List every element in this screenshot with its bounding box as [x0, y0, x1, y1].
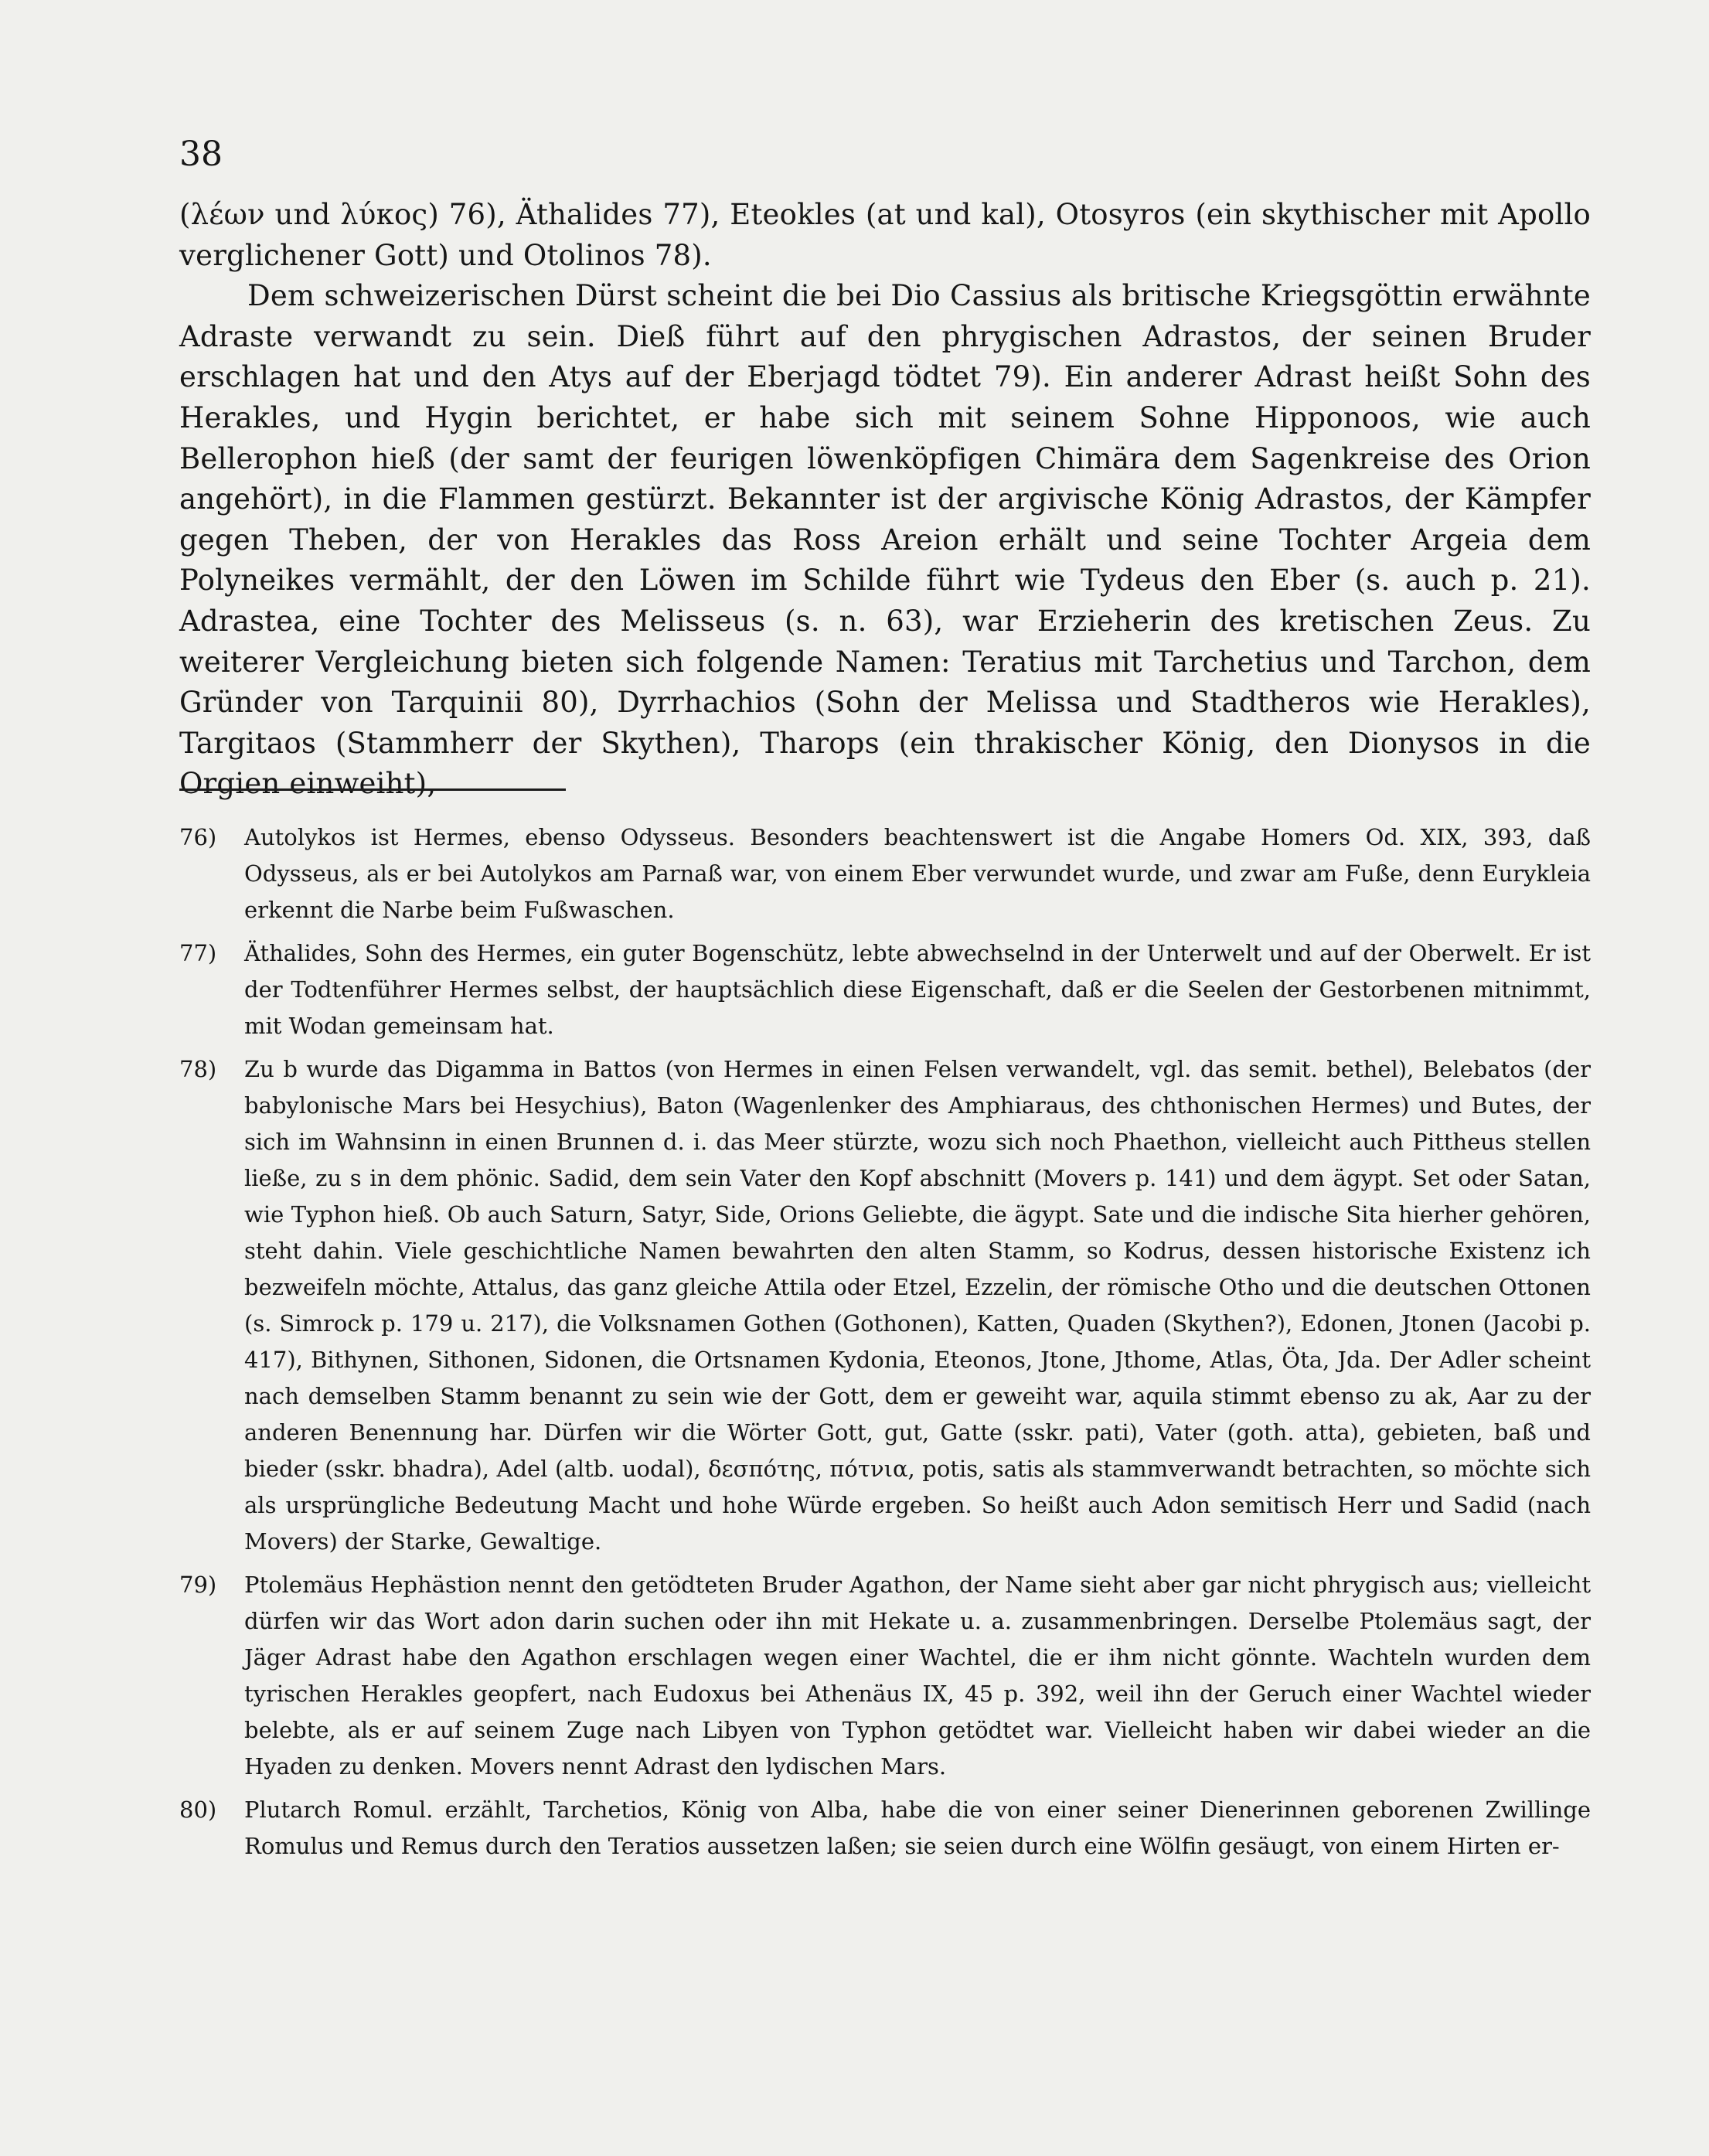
- footnote: [179, 819, 1591, 928]
- footnote-number: 78): [179, 1056, 217, 1082]
- footnote: [179, 1051, 1591, 1560]
- footnote: [179, 1567, 1591, 1785]
- footnote: [179, 1792, 1591, 1865]
- body-text: [179, 195, 1591, 805]
- paragraph: (λέων und λύκος) 76), Äthalides 77), Eteokles (at und kal), Otosyros (ein skythischer mit Apollo verglichener Gott) und Otolinos 78).: [179, 198, 1591, 272]
- footnote-number: 80): [179, 1797, 217, 1823]
- footnote-text: Äthalides, Sohn des Hermes, ein guter Bogenschütz, lebte abwechselnd in der Unterwelt und auf der Oberwelt. Er ist der Todtenführer Hermes selbst, der hauptsächlich diese Eigenschaft, daß er die Seelen der Gestorbenen mitnimmt, mit Wodan gemeinsam hat.: [244, 940, 1591, 1039]
- footnote-number: 76): [179, 824, 217, 850]
- paragraph: Dem schweizerischen Dürst scheint die bei Dio Cassius als britische Kriegsgöttin erwähnte Adraste verwandt zu sein. Dieß führt auf den phrygischen Adrastos, der seinen Bruder erschlagen hat und den Atys auf der Eberjagd tödtet 79). Ein anderer Adrast heißt Sohn des Herakles, und Hygin berichtet, er habe sich mit seinem Sohne Hipponoos, wie auch Bellerophon hieß (der samt der feurigen löwenköpfigen Chimära dem Sagenkreise des Orion angehört), in die Flammen gestürzt. Bekannter ist der argivische König Adrastos, der Kämpfer gegen Theben, der von Herakles das Ross Areion erhält und seine Tochter Argeia dem Polyneikes vermählt, der den Löwen im Schilde führt wie Tydeus den Eber (s. auch p. 21). Adrastea, eine Tochter des Melisseus (s. n. 63), war Erzieherin des kretischen Zeus. Zu weiterer Vergleichung bieten sich folgende Namen: Teratius mit Tarchetius und Tarchon, dem Gründer von Tarquinii 80), Dyrrhachios (Sohn der Melissa und Stadtheros wie Herakles), Targitaos (Stammherr der Skythen), Tharops (ein thrakischer König, den Dionysos in die Orgien einweiht),: [179, 279, 1591, 801]
- footnote: [179, 935, 1591, 1044]
- footnote-text: Zu b wurde das Digamma in Battos (von Hermes in einen Felsen verwandelt, vgl. das semit. bethel), Belebatos (der babylonische Mars bei Hesychius), Baton (Wagenlenker des Amphiaraus, des chthonischen Hermes) und Butes, der sich im Wahnsinn in einen Brunnen d. i. das Meer stürzte, wozu sich noch Phaethon, vielleicht auch Pittheus stellen ließe, zu s in dem phönic. Sadid, dem sein Vater den Kopf abschnitt (Movers p. 141) und dem ägypt. Set oder Satan, wie Typhon hieß. Ob auch Saturn, Satyr, Side, Orions Geliebte, die ägypt. Sate und die indische Sita hierher gehören, steht dahin. Viele geschichtliche Namen bewahrten den alten Stamm, so Kodrus, dessen historische Existenz ich bezweifeln möchte, Attalus, das ganz gleiche Attila oder Etzel, Ezzelin, der römische Otho und die deutschen Ottonen (s. Simrock p. 179 u. 217), die Volksnamen Gothen (Gothonen), Katten, Quaden (Skythen?), Edonen, Jtonen (Jacobi p. 417), Bithynen, Sithonen, Sidonen, die Ortsnamen Kydonia, Eteonos, Jtone, Jthome, Atlas, Öta, Jda. Der Adler scheint nach demselben Stamm benannt zu sein wie der Gott, dem er geweiht war, aquila stimmt ebenso zu ak, Aar zu der anderen Benennung har. Dürfen wir die Wörter Gott, gut, Gatte (sskr. pati), Vater (goth. atta), gebieten, baß und bieder (sskr. bhadra), Adel (altb. uodal), δεσπότης, πότνια, potis, satis als stammverwandt betrachten, so möchte sich als ursprüngliche Bedeutung Macht und hohe Würde ergeben. So heißt auch Adon semitisch Herr und Sadid (nach Movers) der Starke, Gewaltige.: [244, 1056, 1591, 1555]
- footnotes: [179, 819, 1591, 1872]
- footnote-text: Ptolemäus Hephästion nennt den getödteten Bruder Agathon, der Name sieht aber gar nicht phrygisch aus; vielleicht dürfen wir das Wort adon darin suchen oder ihn mit Hekate u. a. zusammenbringen. Derselbe Ptolemäus sagt, der Jäger Adrast habe den Agathon erschlagen wegen einer Wachtel, die er ihm nicht gönnte. Wachteln wurden dem tyrischen Herakles geopfert, nach Eudoxus bei Athenäus IX, 45 p. 392, weil ihn der Geruch einer Wachtel wieder belebte, als er auf seinem Zuge nach Libyen von Typhon getödtet war. Vielleicht haben wir dabei wieder an die Hyaden zu denken. Movers nennt Adrast den lydischen Mars.: [244, 1572, 1591, 1780]
- footnote-number: 79): [179, 1572, 217, 1598]
- footnote-number: 77): [179, 940, 217, 966]
- page-number: 38: [179, 135, 223, 174]
- footnote-text: Autolykos ist Hermes, ebenso Odysseus. Besonders beachtenswert ist die Angabe Homers Od. XIX, 393, daß Odysseus, als er bei Autolykos am Parnaß war, von einem Eber verwundet wurde, und zwar am Fuße, denn Eurykleia erkennt die Narbe beim Fußwaschen.: [244, 824, 1591, 923]
- footnote-separator: [179, 788, 566, 791]
- footnote-text: Plutarch Romul. erzählt, Tarchetios, König von Alba, habe die von einer seiner Dienerinnen geborenen Zwillinge Romulus und Remus durch den Teratios aussetzen laßen; sie seien durch eine Wölfin gesäugt, von einem Hirten er-: [244, 1797, 1591, 1859]
